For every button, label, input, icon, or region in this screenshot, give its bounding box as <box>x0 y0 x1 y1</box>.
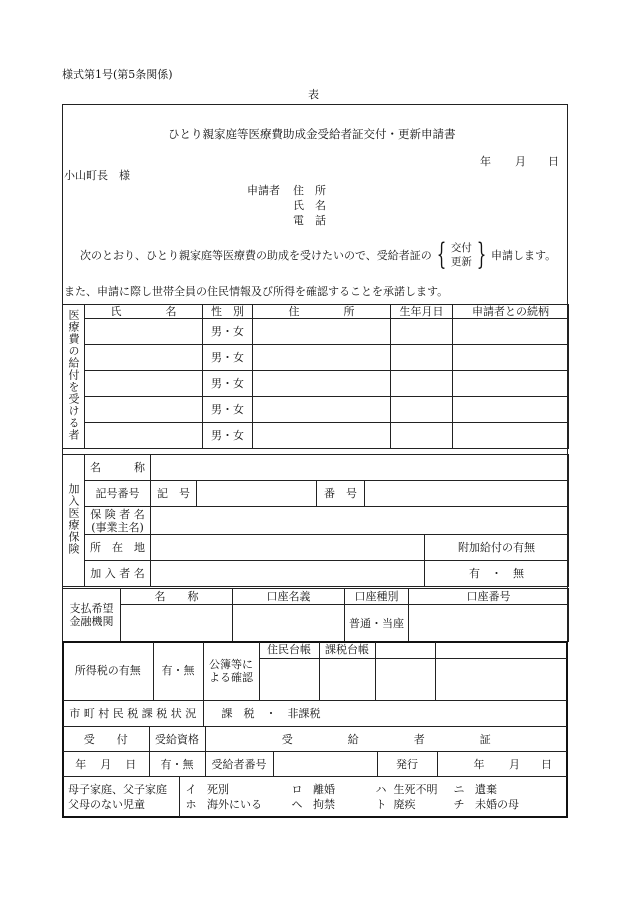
address-cell[interactable] <box>253 371 391 397</box>
consent-text: また、申請に際し世帯全員の住民情報及び所得を確認することを承諾します。 <box>64 285 449 298</box>
address-cell[interactable] <box>253 423 391 449</box>
eligibility-choice[interactable]: 有・無 <box>149 752 205 777</box>
income-tax-label: 所得税の有無 <box>63 642 153 700</box>
certificate-label: 受 給 者 証 <box>205 727 567 752</box>
tax-register-stamp[interactable] <box>319 658 375 700</box>
table-row[interactable] <box>85 423 203 449</box>
address-cell[interactable] <box>253 345 391 371</box>
relationship-cell[interactable] <box>453 345 569 371</box>
category-option[interactable]: ト 廃疾 <box>375 797 416 811</box>
resident-register-label: 住民台帳 <box>259 642 319 658</box>
sex-choice[interactable]: 男・女 <box>203 319 253 345</box>
birthdate-cell[interactable] <box>391 423 453 449</box>
insurance-side-label: 加入医療保険 <box>63 455 85 587</box>
table-row[interactable] <box>85 319 203 345</box>
tax-register-label: 課税台帳 <box>319 642 375 658</box>
sex-choice[interactable]: 男・女 <box>203 345 253 371</box>
form-title: ひとり親家庭等医療費助成金受給者証交付・更新申請書 <box>168 127 456 141</box>
option-brace: { 交付 更新 } <box>436 237 487 272</box>
phone-field-label: 電 話 <box>293 214 326 227</box>
option-issue: 交付 <box>450 242 472 254</box>
table-row[interactable] <box>85 397 203 423</box>
bank-header-holder: 口座名義 <box>233 589 345 605</box>
category-option[interactable]: ハ 生死不明 <box>375 782 438 796</box>
address-field-label: 住 所 <box>293 184 326 197</box>
municipal-tax-label: 市 町 村 民 税 課 税 状 況 <box>63 701 203 727</box>
eligibility-label: 受給資格 <box>149 727 205 752</box>
location-value[interactable] <box>151 535 425 561</box>
category-option[interactable]: ニ 遺棄 <box>453 782 497 796</box>
request-sentence <box>80 237 557 272</box>
resident-register-stamp[interactable] <box>259 658 319 700</box>
bank-name-value[interactable] <box>121 605 233 642</box>
relationship-cell[interactable] <box>453 423 569 449</box>
form-number: 様式第1号(第5条関係) <box>62 68 173 81</box>
sex-choice[interactable]: 男・女 <box>203 423 253 449</box>
address-cell[interactable] <box>253 397 391 423</box>
additional-benefit-choice[interactable]: 有 ・ 無 <box>425 561 569 587</box>
birthdate-cell[interactable] <box>391 371 453 397</box>
bank-header-name: 名 称 <box>121 589 233 605</box>
side-label: 表 <box>308 88 319 101</box>
relationship-cell[interactable] <box>453 397 569 423</box>
category-option[interactable]: ヘ 拘禁 <box>291 797 335 811</box>
member-name-label: 加 入 者 名 <box>85 561 151 587</box>
category-option[interactable]: チ 未婚の母 <box>453 797 519 811</box>
additional-benefit-label: 附加給付の有無 <box>425 535 569 561</box>
recipient-number-label: 受給者番号 <box>205 752 273 777</box>
header-relationship: 申請者との続柄 <box>453 305 569 319</box>
bank-header-number: 口座番号 <box>409 589 569 605</box>
sex-choice[interactable]: 男・女 <box>203 371 253 397</box>
header-address: 住 所 <box>253 305 391 319</box>
header-sex: 性 別 <box>203 305 253 319</box>
income-tax-choice[interactable]: 有・無 <box>153 642 203 700</box>
date-month-label: 月 <box>515 155 526 168</box>
category-option[interactable]: イ 死別 <box>185 782 229 796</box>
header-name: 氏 名 <box>85 305 203 319</box>
bank-type-choice[interactable]: 普通・当座 <box>345 605 409 642</box>
category-options[interactable] <box>179 777 567 817</box>
beneficiaries-table <box>62 304 569 449</box>
category-option[interactable]: ホ 海外にいる <box>185 797 262 811</box>
blank-stamp-2[interactable] <box>435 658 567 700</box>
blank-register-1[interactable] <box>375 642 435 658</box>
beneficiaries-side-label: 医療費の給付を受ける者 <box>63 305 85 449</box>
date-day-label: 日 <box>548 155 559 168</box>
sex-choice[interactable]: 男・女 <box>203 397 253 423</box>
birthdate-cell[interactable] <box>391 319 453 345</box>
bank-number-value[interactable] <box>409 605 569 642</box>
blank-stamp-1[interactable] <box>375 658 435 700</box>
insurance-table <box>62 454 569 587</box>
insurance-name-value[interactable] <box>151 455 569 481</box>
office-certificate-table <box>63 726 567 777</box>
relationship-cell[interactable] <box>453 371 569 397</box>
member-name-value[interactable] <box>151 561 425 587</box>
insurer-value[interactable] <box>151 507 569 535</box>
office-income-table <box>63 642 567 701</box>
addressee: 小山町長 様 <box>64 169 130 182</box>
birthdate-cell[interactable] <box>391 345 453 371</box>
relationship-cell[interactable] <box>453 319 569 345</box>
number-value[interactable] <box>365 481 569 507</box>
birthdate-cell[interactable] <box>391 397 453 423</box>
office-category-table <box>63 776 567 817</box>
request-prefix: 次のとおり、ひとり親家庭等医療費の助成を受けたいので、受給者証の <box>80 249 432 262</box>
symbol-label: 記 号 <box>151 481 197 507</box>
receipt-label: 受 付 <box>63 727 149 752</box>
symbol-number-label: 記号番号 <box>85 481 151 507</box>
insurer-label: 保 険 者 名 (事業主名) <box>85 507 151 535</box>
insurance-name-label: 名 称 <box>85 455 151 481</box>
location-label: 所 在 地 <box>85 535 151 561</box>
issue-date[interactable]: 年 月 日 <box>437 752 567 777</box>
bank-table <box>62 588 569 642</box>
table-row[interactable] <box>85 371 203 397</box>
date-year-label: 年 <box>480 155 491 168</box>
office-status-table <box>63 700 567 727</box>
name-field-label: 氏 名 <box>293 199 326 212</box>
applicant-label: 申請者 <box>247 184 280 197</box>
blank-register-2[interactable] <box>435 642 567 658</box>
number-label: 番 号 <box>317 481 365 507</box>
public-record-label: 公簿等に よる確認 <box>203 642 259 700</box>
symbol-value[interactable] <box>197 481 317 507</box>
issue-label: 発行 <box>377 752 437 777</box>
bank-header-type: 口座種別 <box>345 589 409 605</box>
table-row[interactable] <box>85 345 203 371</box>
address-cell[interactable] <box>253 319 391 345</box>
recipient-number-value[interactable] <box>273 752 377 777</box>
option-renew: 更新 <box>450 256 472 268</box>
request-suffix: 申請します。 <box>490 249 557 262</box>
municipal-tax-choice[interactable]: 課 税 ・ 非課税 <box>203 701 567 727</box>
receipt-date[interactable]: 年 月 日 <box>63 752 149 777</box>
category-option[interactable]: ロ 離婚 <box>291 782 335 796</box>
header-birthdate: 生年月日 <box>391 305 453 319</box>
bank-holder-value[interactable] <box>233 605 345 642</box>
bank-side-label: 支払希望 金融機関 <box>63 589 121 642</box>
category-label: 母子家庭、父子家庭 父母のない児童 <box>63 777 179 817</box>
